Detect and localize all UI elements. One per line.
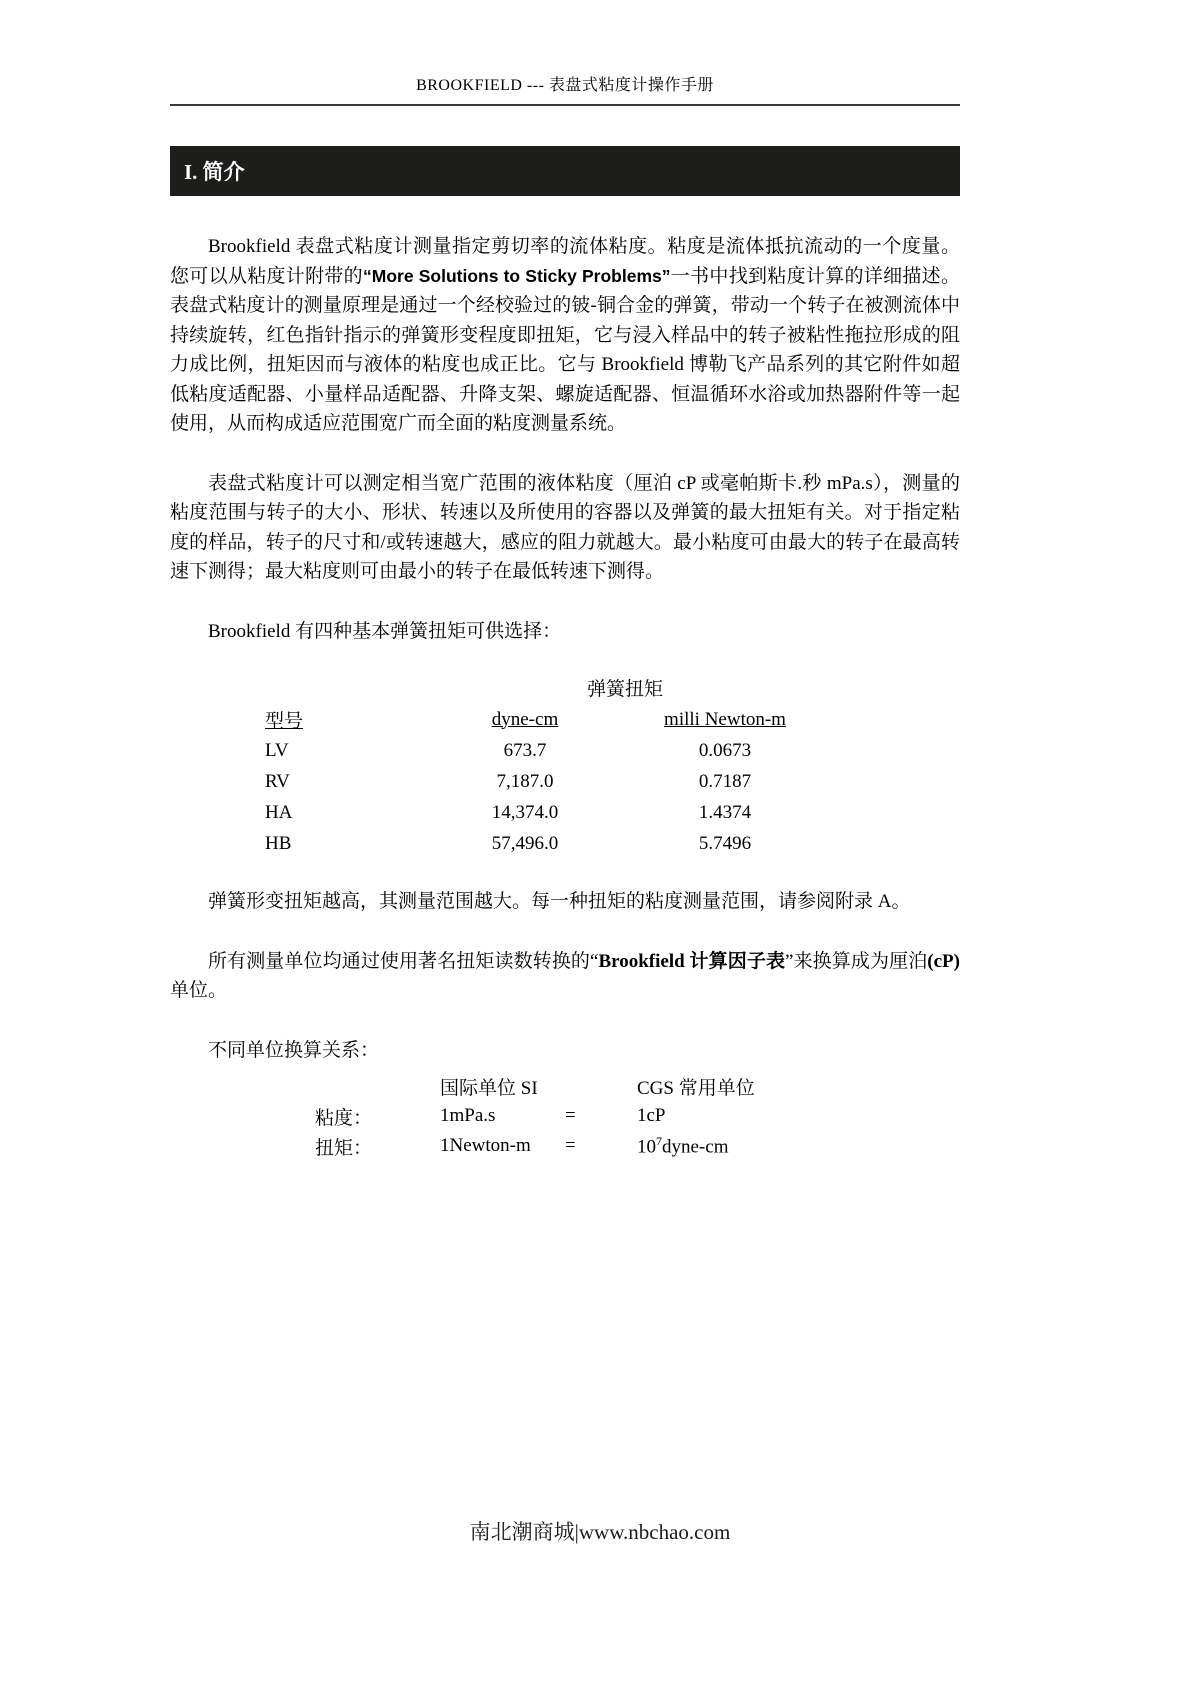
- cell-model: LV: [265, 739, 289, 761]
- units-si-value: 1Newton-m: [440, 1135, 531, 1156]
- units-label: 粘度：: [315, 1107, 373, 1129]
- units-cgs-value: $10^7dyne-cm$: [637, 1133, 729, 1158]
- units-col-si: 国际单位 SI: [440, 1077, 538, 1099]
- table-row: [265, 828, 825, 859]
- table-row: [265, 735, 825, 766]
- cell-newton: 0.7187: [698, 770, 752, 792]
- document-content: [170, 146, 960, 1161]
- table-header-row: [265, 704, 825, 735]
- paragraph-conversion: [170, 947, 960, 1006]
- units-header-row: [315, 1071, 847, 1101]
- column-header-newton: milli Newton-m: [664, 708, 786, 730]
- page-footer: 南北潮商城|www.nbchao.com: [469, 1520, 731, 1544]
- units-col-cgs: CGS 常用单位: [637, 1077, 755, 1099]
- cell-model: HA: [265, 801, 293, 823]
- table-row: [265, 766, 825, 797]
- units-label: 扭矩：: [315, 1137, 373, 1159]
- paragraph-range: 表盘式粘度计可以测定相当宽广范围的液体粘度（厘泊 cP 或毫帕斯卡.秒 mPa.s），测量的粘度范围与转子的大小、形状、转速以及所使用的容器以及弹簧的最大扭矩有关。对于指定粘度的样品，转子的尺寸和/或转速越大，感应的阻力就越大。最小粘度可由最大的转子在最高转速下测得；最大粘度则可由最小的转子在最低转速下测得。: [170, 472, 960, 582]
- table-row: [265, 797, 825, 828]
- equals-sign: =: [565, 1135, 576, 1156]
- cp-unit-text: (cP): [927, 950, 960, 972]
- units-row-torque: [315, 1131, 847, 1161]
- cell-dyne: 673.7: [503, 739, 547, 761]
- page-header: [170, 72, 960, 106]
- paragraph-units-intro: 不同单位换算关系：: [208, 1039, 380, 1061]
- units-cgs-value: 1cP: [637, 1105, 666, 1126]
- cell-dyne: 7,187.0: [496, 770, 554, 792]
- paragraph-intro-text-a: Brookfield 表盘式粘度计测量指定剪切率的流体粘度。粘度是流体抵抗流动的一个度量。您可以从粘度计附带的: [170, 236, 960, 287]
- column-header-dyne: dyne-cm: [491, 708, 559, 730]
- units-row-viscosity: [315, 1101, 847, 1131]
- cell-newton: 0.0673: [698, 739, 752, 761]
- section-title-bar: [170, 146, 960, 196]
- section-title: I. 简介: [184, 160, 245, 184]
- conversion-text-e: 单位。: [170, 980, 228, 1001]
- book-title-text: “More Solutions to Sticky Problems”: [363, 265, 671, 286]
- cell-newton: 5.7496: [698, 832, 752, 854]
- spring-torque-table: [265, 670, 825, 859]
- paragraph-intro: [170, 232, 960, 439]
- table-title-row: [265, 670, 825, 704]
- exponent: 7: [656, 1133, 662, 1148]
- factor-table-name: Brookfield 计算因子表: [598, 950, 786, 972]
- equals-sign: =: [565, 1105, 576, 1126]
- cell-newton: 1.4374: [698, 801, 752, 823]
- cell-model: RV: [265, 770, 290, 792]
- paragraph-torque-range: 弹簧形变扭矩越高，其测量范围越大。每一种扭矩的粘度测量范围，请参阅附录 A。: [208, 891, 911, 912]
- table-title: 弹簧扭矩: [586, 678, 663, 700]
- column-header-model: 型号: [265, 711, 304, 732]
- paragraph-spring-options: Brookfield 有四种基本弹簧扭矩可供选择：: [208, 620, 562, 642]
- cell-dyne: 57,496.0: [491, 832, 559, 854]
- paragraph-intro-text-b: 一书中找到粘度计算的详细描述。表盘式粘度计的测量原理是通过一个经校验过的铍-铜合金的弹簧，带动一个转子在被测流体中持续旋转，红色指针指示的弹簧形变程度即扭矩，它与浸入样品中的转子被粘性拖拉形成的阻力成比例，扭矩因而与液体的粘度也成正比。它与 Brookfield 博勒飞产品系列的其它附件如超低粘度适配器、小量样品适配器、升降支架、螺旋适配器、恒温循环水浴或加热器附件等一起使用，从而构成适应范围宽广而全面的粘度测量系统。: [170, 265, 960, 434]
- conversion-text-a: 所有测量单位均通过使用著名扭矩读数转换的“: [208, 950, 599, 972]
- unit-conversion-table: [315, 1071, 847, 1161]
- header-title: BROOKFIELD --- 表盘式粘度计操作手册: [416, 77, 714, 94]
- cell-dyne: 14,374.0: [491, 801, 559, 823]
- units-si-value: 1mPa.s: [440, 1105, 496, 1126]
- conversion-text-c: ”来换算成为厘泊: [785, 950, 928, 972]
- cell-model: HB: [265, 832, 292, 854]
